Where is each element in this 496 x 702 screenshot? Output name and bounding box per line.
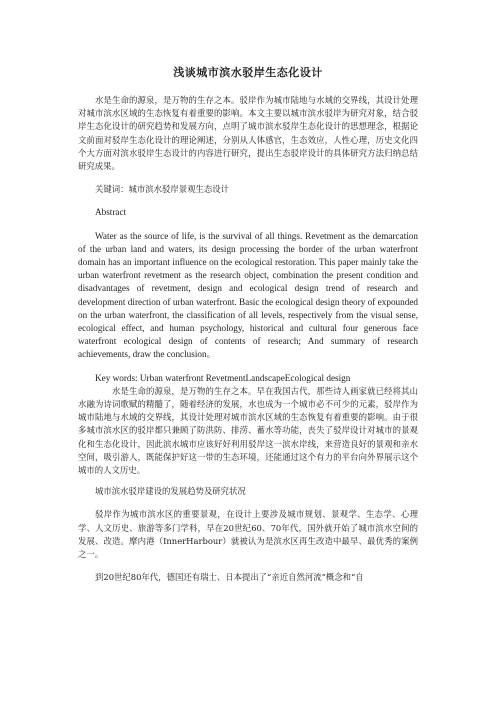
chinese-abstract: 水是生命的源泉，是万物的生存之本。驳岸作为城市陆地与水域的交界线，其设计处理对城市滨水区域的生态恢复有着重要的影响。本文主要以城市滨水驳岸为研究对象，结合驳岸生态化设计的研究趋势和发展方向，点明了城市滨水驳岸生态化设计的思想理念，根据论文前面对驳岸生态化设计的理论阐述，分别从人体感官，生态效应，人性心理，历史文化四个大方面对滨水驳岸生态设计的内容进行研究，提出生态驳岸设计的具体研究方法归纳总结研究成果。 (78, 95, 418, 172)
chinese-keywords: 关键词：城市滨水驳岸景观生态设计 (95, 184, 229, 195)
section-paragraph-2: 到20世纪80年代，德国还有瑞士、日本提出了“亲近自然河流”概念和“自 (95, 572, 364, 583)
introduction-paragraph: 水是生命的源泉，是万物的生存之本。早在我国古代，那些诗人画家就已经将其山水融为诗词歌赋的精髓了，随着经济的发展，水也成为一个城市必不可少的元素，驳岸作为城市陆地与水域的交界线，其设计处理对城市滨水区域的生态恢复有着重要的影响。由于很多城市滨水区的驳岸都只兼顾了防洪防、排涝、蓄水等功能，丧失了驳岸设计对城市的景观化和生态化设计，因此滨水城市应该好好利用驳岸这一滨水岸线，来营造良好的景观和亲水空间，吸引游人，既能保护好这一带的生态环境，还能通过这个有力的平台向外界展示这个城市的人文历史。 (78, 385, 418, 476)
section-paragraph-1: 驳岸作为城市滨水区的重要景观，在设计上要涉及城市规划、景观学、生态学、心理学、人文历史、旅游等多门学科，早在20世纪60、70年代，国外就开始了城市滨水空间的发展、改造。摩内港（InnerHarbour）就被认为是滨水区再生改造中最早、最优秀的案例之一。 (78, 509, 418, 560)
english-keywords: Key words: Urban waterfront RevetmentLandscapeEcological design (95, 372, 351, 383)
document-title: 浅谈城市滨水驳岸生态化设计 (173, 66, 323, 79)
section-heading: 城市滨水驳岸建设的发展趋势及研究状况 (95, 486, 246, 497)
english-abstract: Water as the source of life, is the survival of all things. Revetment as the demarcation of the urban land and waters, its design processing the border of the urban waterfront domain has an important influence on the ecological restoration. This paper mainly take the urban waterfront revetment as the research object, combination the present condition and disadvantages of revetment, design and ecological design trend of research and development direction of urban waterfront. Basic the ecological design theory of expounded on the urban waterfront, the classification of all levels, respectively from the visual sense, ecological effect, and human psychology, historical and cultural four generous face waterfront ecological design of contents of research; And summary of research achievements, draw the conclusion。 (78, 230, 418, 360)
document-body (78, 66, 418, 595)
abstract-label: Abstract (95, 207, 127, 218)
